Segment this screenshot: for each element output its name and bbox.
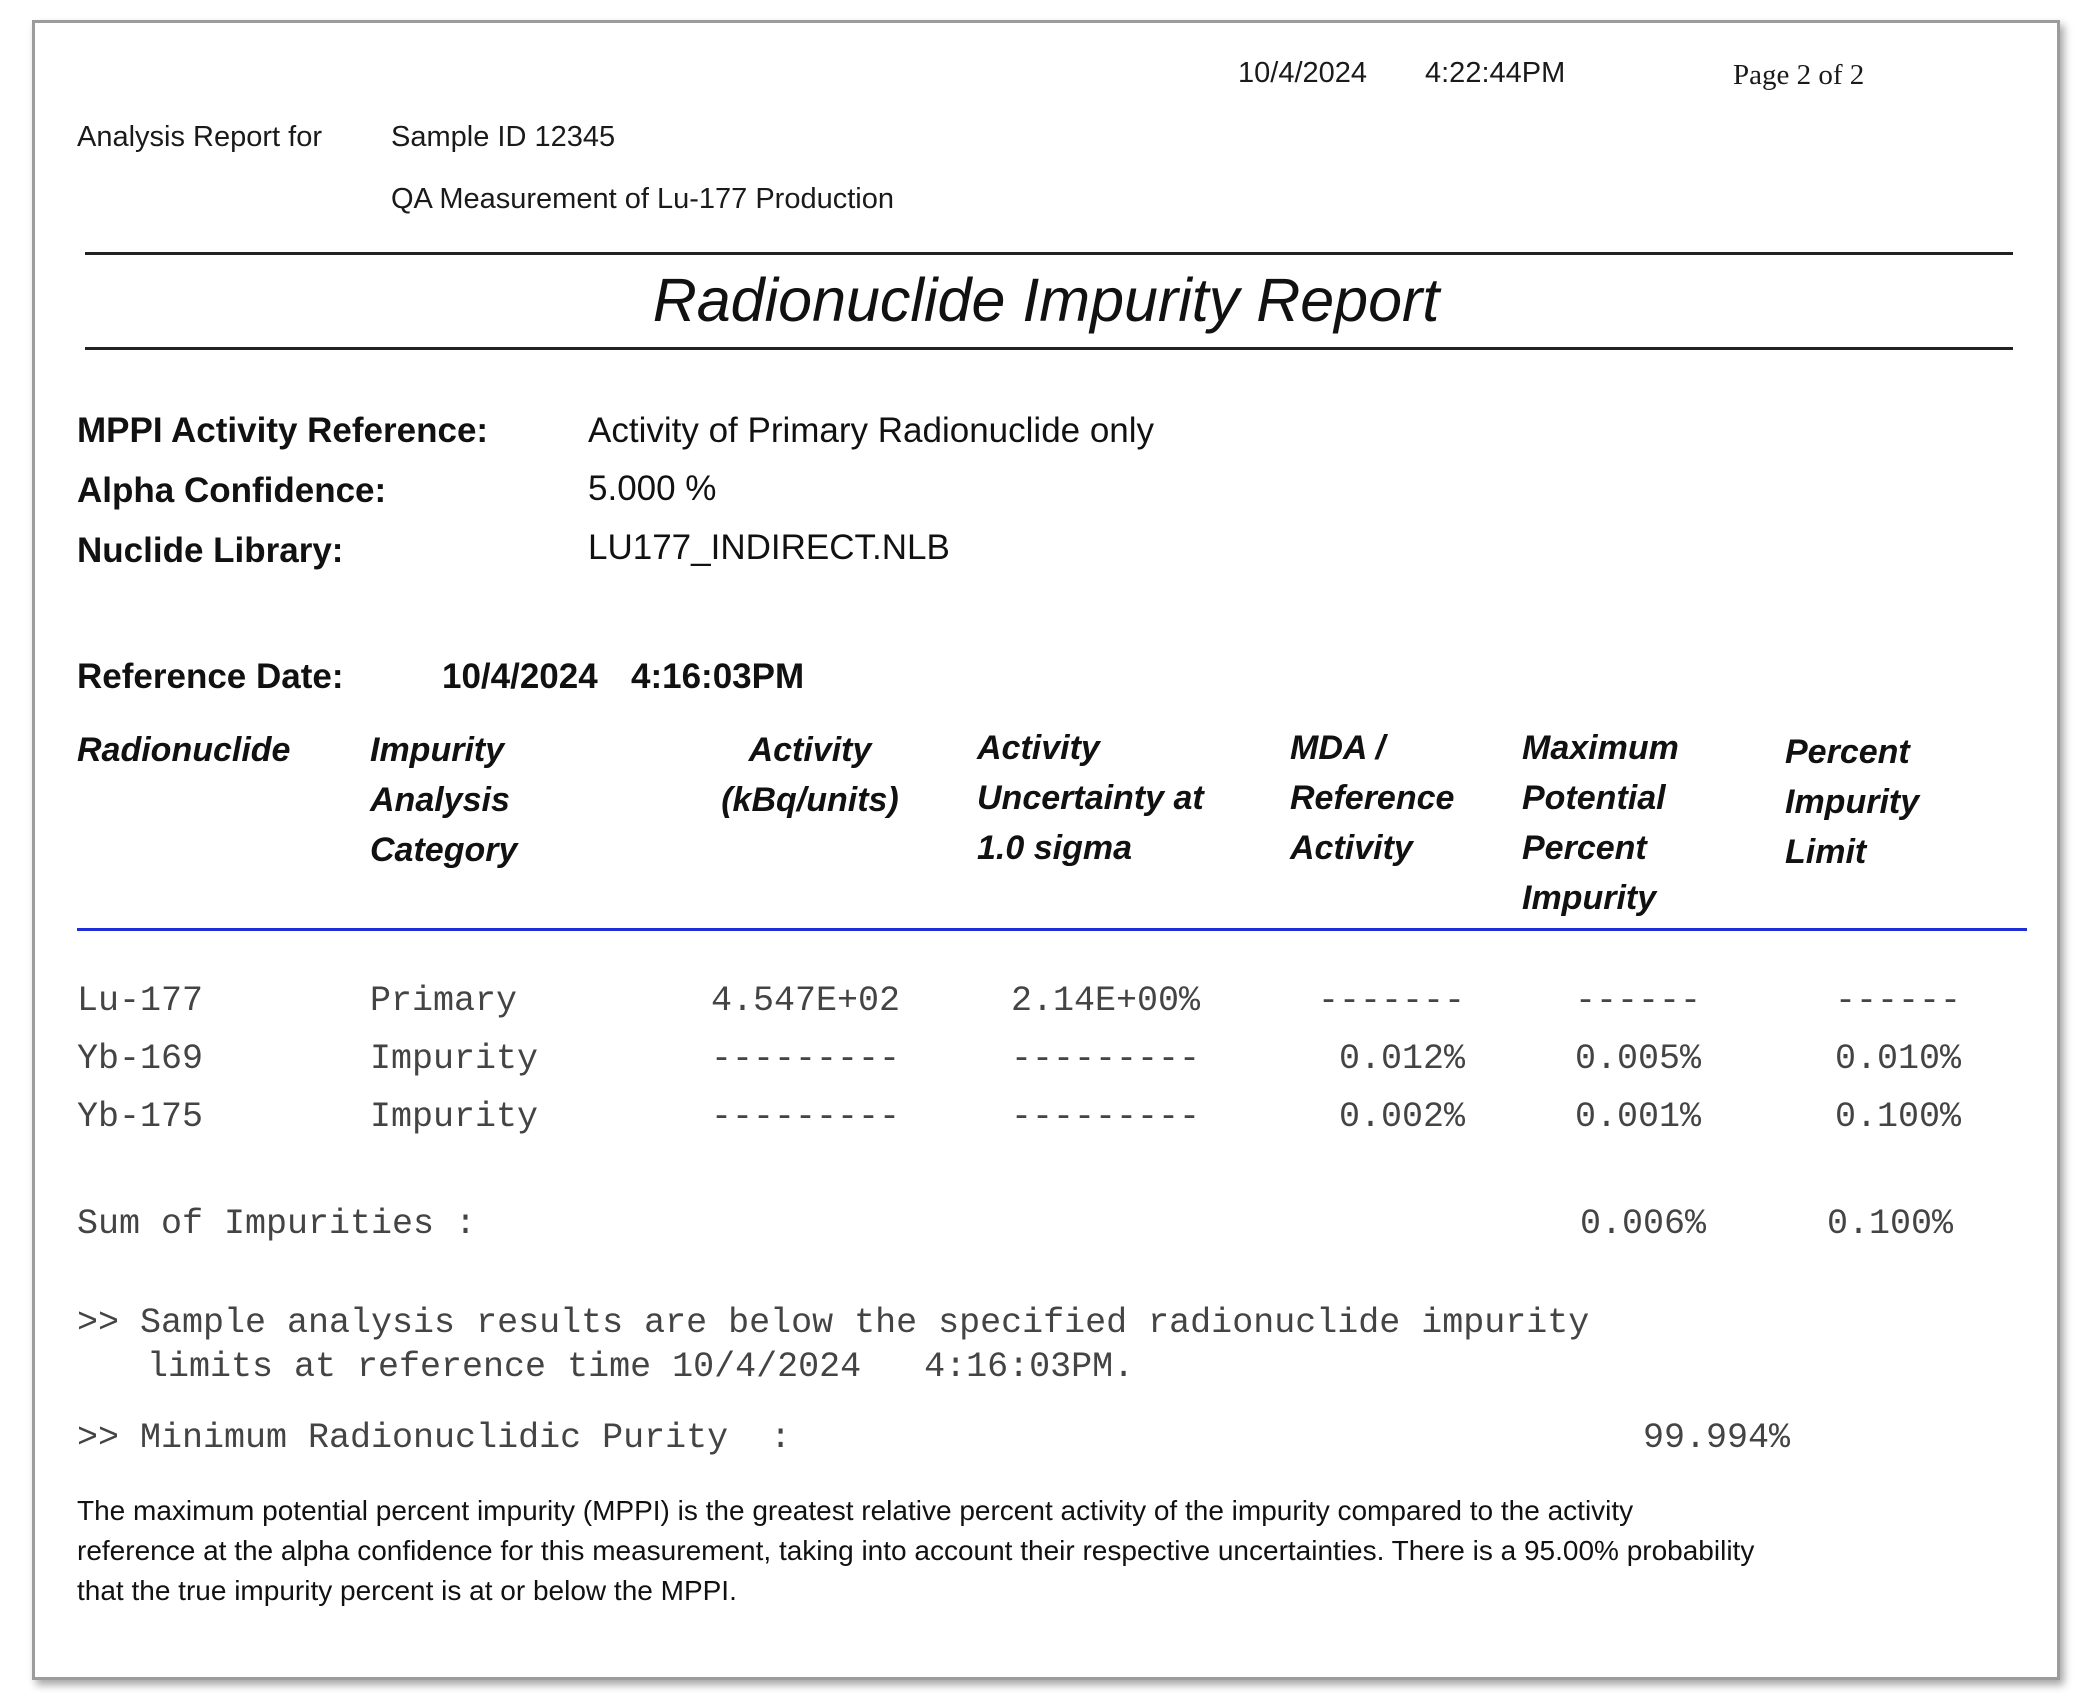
col-header-radionuclide: Radionuclide [77,731,291,769]
col-header-mppi: Maximum Potential Percent Impurity [1522,729,1679,917]
cell-mppi: 0.001% [1574,1097,1701,1137]
cell-limit: 0.100% [1834,1097,1961,1137]
table-header-rule [77,928,2027,931]
sample-description: QA Measurement of Lu-177 Production [391,183,894,215]
cell-nuclide: Yb-169 [77,1039,204,1079]
cell-mda: 0.012% [1338,1039,1465,1079]
purity-value: 99.994% [1642,1418,1790,1458]
cell-category: Impurity [370,1097,539,1137]
sum-label: Sum of Impurities : [77,1204,477,1244]
cell-mda: ------- [1317,981,1465,1021]
cell-activity: --------- [710,1097,900,1137]
col-header-mda: MDA / Reference Activity [1290,729,1455,867]
footnote: The maximum potential percent impurity (MPPI) is the greatest relative percent activity of the impurity compared to the activity reference at the alpha confidence for this measurement, taking into account their respective uncertainties. There is a 95.00% probability that the true impurity percent is at or below the MPPI. [77,1495,1755,1606]
col-header-uncertainty: Activity Uncertainty at 1.0 sigma [977,729,1204,867]
cell-activity: --------- [710,1039,900,1079]
cell-category: Impurity [370,1039,539,1079]
ref-date-value: 10/4/2024 [442,657,598,696]
cell-mda: 0.002% [1338,1097,1465,1137]
mppi-label: MPPI Activity Reference: [77,411,489,450]
cell-mppi: 0.005% [1574,1039,1701,1079]
ref-time-value: 4:16:03PM [631,657,805,696]
library-label: Nuclide Library: [77,531,344,570]
title-rule-bottom [85,347,2013,350]
page-number: Page 2 of 2 [1733,59,1865,91]
cell-category: Primary [370,981,518,1021]
title-rule-top [85,252,2013,255]
col-header-activity: Activity (kBq/units) [721,731,899,819]
cell-limit: 0.010% [1834,1039,1961,1079]
cell-limit: ------ [1834,981,1961,1021]
cell-uncertainty: 2.14E+00% [1010,981,1200,1021]
report-page [32,20,2060,1680]
sample-id: Sample ID 12345 [391,121,616,153]
print-time: 4:22:44PM [1425,57,1566,89]
report-for-label: Analysis Report for [77,121,322,153]
mppi-value: Activity of Primary Radionuclide only [588,411,1155,450]
col-header-limit: Percent Impurity Limit [1785,733,1920,871]
print-date: 10/4/2024 [1238,57,1368,89]
report-title: Radionuclide Impurity Report [652,266,1440,334]
alpha-label: Alpha Confidence: [77,471,387,510]
alpha-value: 5.000 % [588,469,717,508]
library-value: LU177_INDIRECT.NLB [588,528,950,567]
ref-date-label: Reference Date: [77,657,344,696]
col-header-category: Impurity Analysis Category [370,731,518,869]
result-line-2: limits at reference time 10/4/2024 4:16:03PM. [147,1347,1135,1387]
cell-nuclide: Lu-177 [77,981,204,1021]
sum-mppi: 0.006% [1579,1204,1706,1244]
cell-uncertainty: --------- [1010,1039,1200,1079]
purity-label: >> Minimum Radionuclidic Purity : [77,1418,792,1458]
cell-activity: 4.547E+02 [710,981,900,1021]
cell-uncertainty: --------- [1010,1097,1200,1137]
result-line-1: >> Sample analysis results are below the specified radionuclide impurity [77,1303,1590,1343]
cell-mppi: ------ [1574,981,1701,1021]
sum-limit: 0.100% [1826,1204,1953,1244]
cell-nuclide: Yb-175 [77,1097,204,1137]
